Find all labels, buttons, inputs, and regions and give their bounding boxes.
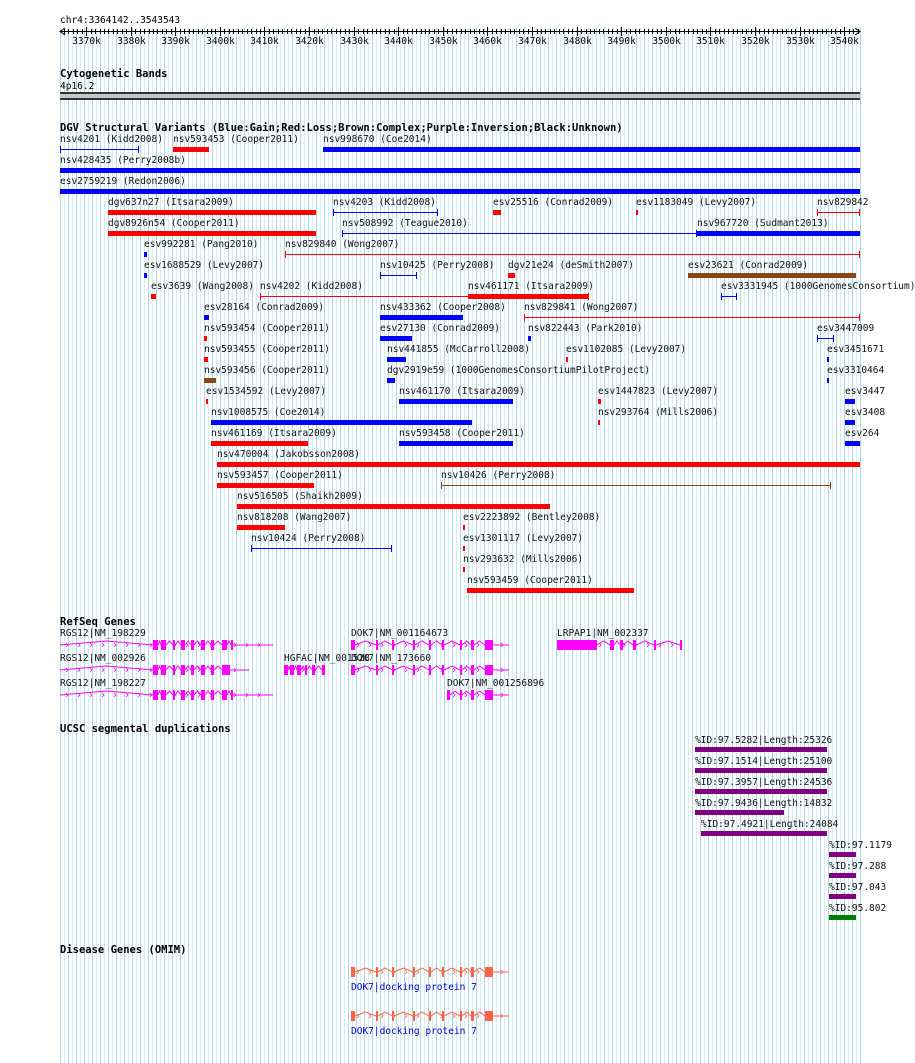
exon-block (633, 640, 636, 650)
strand-arrow-icon (599, 643, 601, 647)
dgv-variant-complex-bar[interactable] (441, 485, 831, 486)
dgv-variant-loss-bar[interactable] (817, 212, 860, 213)
intron-line (394, 666, 413, 670)
dgv-variant-loss-bar[interactable] (211, 441, 308, 446)
dgv-variant-gain-bar[interactable] (399, 441, 513, 446)
cytoband-label: 4p16.2 (60, 81, 95, 92)
dgv-variant-loss-bar[interactable] (566, 357, 568, 362)
refseq-gene-label[interactable]: RGS12|NM_198229 (60, 628, 146, 639)
segdup-label[interactable]: %ID:97.288 (829, 861, 887, 872)
segdup-bar[interactable] (829, 915, 856, 920)
refseq-gene-model[interactable] (0, 639, 890, 651)
dgv-variant-loss-bar[interactable] (237, 504, 550, 509)
dgv-variant-label[interactable]: nsv818208 (Wang2007) (237, 512, 352, 523)
dgv-variant-label[interactable]: esv1183049 (Levy2007) (636, 197, 757, 208)
dgv-variant-label[interactable]: esv1102085 (Levy2007) (566, 344, 687, 355)
dgv-variant-loss-bar[interactable] (636, 210, 638, 215)
intron-line (431, 666, 442, 670)
ruler-tick-label: 3490k (607, 36, 636, 47)
dgv-variant-loss-bar[interactable] (151, 294, 156, 299)
dgv-variant-loss-bar[interactable] (467, 588, 634, 593)
refseq-gene-label[interactable]: DOK7|NM_001256896 (447, 678, 545, 689)
strand-arrow-icon (477, 970, 479, 974)
dgv-variant-label[interactable]: esv25516 (Conrad2009) (493, 197, 614, 208)
dgv-variant-label[interactable]: dgv21e24 (deSmith2007) (508, 260, 634, 271)
dgv-variant-label[interactable]: nsv508992 (Teague2010) (342, 218, 468, 229)
ruler-tick-label: 3390k (161, 36, 190, 47)
dgv-variant-label[interactable]: nsv516505 (Shaikh2009) (237, 491, 363, 502)
dgv-variant-gain-bar[interactable] (845, 441, 860, 446)
dgv-variant-gain-bar[interactable] (144, 273, 147, 278)
dgv-variant-label[interactable]: dgv2919e59 (1000GenomesConsortiumPilotProject) (387, 365, 651, 376)
ruler-tick-label: 3410k (250, 36, 279, 47)
intron-line (474, 968, 485, 972)
ruler-tick-label: 3420k (295, 36, 324, 47)
exon-block (447, 690, 450, 700)
dgv-variant-label[interactable]: nsv10426 (Perry2008) (441, 470, 556, 481)
strand-arrow-icon (381, 970, 383, 974)
dgv-variant-label[interactable]: nsv829842 (817, 197, 869, 208)
exon-block (460, 690, 462, 700)
ruler-tick-label: 3500k (652, 36, 681, 47)
dgv-variant-label[interactable]: nsv10424 (Perry2008) (251, 533, 366, 544)
exon-block (620, 640, 623, 650)
intron-line (431, 968, 442, 972)
strand-arrow-icon (381, 1014, 383, 1018)
ruler-tick-label: 3450k (429, 36, 458, 47)
dgv-variant-label[interactable]: esv23621 (Conrad2009) (688, 260, 809, 271)
exon-block (471, 665, 474, 675)
dgv-variant-gain-bar[interactable] (333, 212, 438, 213)
ruler-tick-label: 3530k (786, 36, 815, 47)
dgv-variant-label[interactable]: esv264 (845, 428, 880, 439)
dgv-variant-loss-bar[interactable] (204, 357, 208, 362)
dgv-variant-label[interactable]: nsv593458 (Cooper2011) (399, 428, 525, 439)
intron-line (394, 968, 413, 972)
exon-block (485, 1011, 493, 1021)
dgv-variant-gain-bar[interactable] (697, 231, 860, 236)
dgv-variant-label[interactable]: nsv293764 (Mills2006) (598, 407, 719, 418)
dgv-variant-complex-bar[interactable] (688, 273, 856, 278)
strand-arrow-icon (453, 1014, 455, 1018)
dgv-variant-label[interactable]: nsv967720 (Sudmant2013) (697, 218, 829, 229)
segdup-label[interactable]: %ID:97.1514|Length:25100 (695, 756, 833, 767)
dgv-variant-gain-bar[interactable] (204, 315, 209, 320)
dgv-variant-gain-bar[interactable] (342, 233, 697, 234)
segdup-bar[interactable] (829, 852, 856, 857)
dgv-variant-label[interactable]: nsv998670 (Coe2014) (323, 134, 432, 145)
intron-line (450, 691, 460, 695)
refseq-gene-model[interactable] (0, 664, 890, 676)
dgv-variant-label[interactable]: nsv593457 (Cooper2011) (217, 470, 343, 481)
strand-arrow-icon (405, 668, 407, 672)
dgv-variant-gain-bar[interactable] (60, 149, 139, 150)
dgv-variant-loss-bar[interactable] (598, 420, 600, 425)
refseq-gene-label[interactable]: DOK7|NM_173660 (351, 653, 432, 664)
dgv-variant-label[interactable]: esv3447009 (817, 323, 875, 334)
segdup-label[interactable]: %ID:97.4921|Length:24084 (701, 819, 839, 830)
dgv-variant-label[interactable]: nsv461171 (Itsara2009) (468, 281, 594, 292)
dgv-variant-label[interactable]: nsv10425 (Perry2008) (380, 260, 495, 271)
exon-block (392, 665, 394, 675)
dgv-variant-label[interactable]: nsv1008575 (Coe2014) (211, 407, 326, 418)
strand-arrow-icon (671, 643, 673, 647)
exon-block (485, 690, 493, 700)
exon-block (413, 665, 415, 675)
strand-arrow-icon (477, 668, 479, 672)
segdup-label[interactable]: %ID:97.1179 (829, 840, 892, 851)
dgv-variant-gain-bar[interactable] (387, 378, 395, 383)
dgv-variant-label[interactable]: esv3447 (845, 386, 886, 397)
strand-arrow-icon (465, 693, 467, 697)
intron-line (394, 1012, 413, 1016)
dgv-variant-gain-bar[interactable] (60, 189, 860, 194)
exon-block (376, 1011, 378, 1021)
dgv-variant-gain-bar[interactable] (211, 420, 472, 425)
dgv-variant-label[interactable]: nsv470004 (Jakobsson2008) (217, 449, 360, 460)
exon-block (471, 690, 474, 700)
dgv-variant-label[interactable]: nsv428435 (Perry2008b) (60, 155, 186, 166)
dgv-variant-gain-bar[interactable] (144, 252, 147, 257)
exon-block (413, 1011, 415, 1021)
dgv-variant-loss-bar[interactable] (508, 273, 515, 278)
strand-arrow-icon (417, 668, 419, 672)
dgv-variant-gain-bar[interactable] (60, 168, 860, 173)
strand-arrow-icon (477, 693, 479, 697)
segdup-label[interactable]: %ID:97.3957|Length:24536 (695, 777, 833, 788)
segdup-bar[interactable] (695, 810, 784, 815)
segdup-label[interactable]: %ID:97.5282|Length:25326 (695, 735, 833, 746)
dgv-variant-loss-bar[interactable] (493, 210, 501, 215)
dgv-variant-label[interactable]: esv2759219 (Redon2006) (60, 176, 186, 187)
exon-block (351, 967, 355, 977)
strand-arrow-icon (369, 668, 371, 672)
dgv-variant-label[interactable]: dgv637n27 (Itsara2009) (108, 197, 234, 208)
strand-arrow-icon (369, 1014, 371, 1018)
segdup-label[interactable]: %ID:97.043 (829, 882, 887, 893)
strand-arrow-icon (465, 1014, 467, 1018)
dgv-variant-label[interactable]: nsv593459 (Cooper2011) (467, 575, 593, 586)
dgv-variant-label[interactable]: nsv4202 (Kidd2008) (260, 281, 363, 292)
refseq-gene-label[interactable]: RGS12|NM_002926 (60, 653, 146, 664)
dgv-variant-label[interactable]: nsv433362 (Cooper2008) (380, 302, 506, 313)
dgv-variant-label[interactable]: nsv461170 (Itsara2009) (399, 386, 525, 397)
dgv-variant-gain-bar[interactable] (380, 275, 417, 276)
strand-arrow-icon (369, 970, 371, 974)
dgv-variant-label[interactable]: nsv293632 (Mills2006) (463, 554, 584, 565)
dgv-variant-gain-bar[interactable] (380, 336, 412, 341)
intron-line (378, 666, 392, 670)
dgv-variant-loss-bar[interactable] (206, 399, 208, 404)
dgv-variant-label[interactable]: nsv4203 (Kidd2008) (333, 197, 436, 208)
dgv-variant-label[interactable]: nsv441855 (McCarroll2008) (387, 344, 530, 355)
dgv-variant-loss-bar[interactable] (524, 317, 860, 318)
cytoband-bar[interactable] (60, 92, 860, 100)
strand-arrow-icon (405, 970, 407, 974)
refseq-track-title[interactable]: RefSeq Genes (60, 616, 136, 628)
ruler-tick-label: 3540k (830, 36, 859, 47)
ruler-tick-label: 3430k (340, 36, 369, 47)
dgv-variant-loss-bar[interactable] (108, 231, 316, 236)
strand-arrow-icon (453, 970, 455, 974)
intron-line (597, 641, 610, 645)
dgv-variant-gain-bar[interactable] (323, 147, 860, 152)
dgv-variant-loss-bar[interactable] (598, 399, 601, 404)
dgv-variant-loss-bar[interactable] (463, 525, 465, 530)
dgv-variant-label[interactable]: esv3310464 (827, 365, 885, 376)
dgv-variant-label[interactable]: esv1688529 (Levy2007) (144, 260, 265, 271)
intron-line (444, 1012, 460, 1016)
dgv-variant-loss-bar[interactable] (204, 336, 207, 341)
refseq-gene-label[interactable]: RGS12|NM_198227 (60, 678, 146, 689)
dgv-variant-gain-bar[interactable] (827, 378, 829, 383)
strand-arrow-icon (417, 1014, 419, 1018)
intron-line (444, 968, 460, 972)
segdup-label[interactable]: %ID:95.802 (829, 903, 887, 914)
ruler-tick-label: 3510k (696, 36, 725, 47)
dgv-variant-gain-bar[interactable] (399, 399, 513, 404)
ruler-tick-label: 3370k (72, 36, 101, 47)
ruler-tick-label: 3460k (473, 36, 502, 47)
strand-arrow-icon (465, 668, 467, 672)
exon-block (351, 665, 355, 675)
dgv-variant-label[interactable]: esv1447823 (Levy2007) (598, 386, 719, 397)
ruler-position-label: chr4:3364142..3543543 (60, 15, 181, 26)
dgv-variant-label[interactable]: nsv822443 (Park2010) (528, 323, 643, 334)
refseq-gene-model[interactable] (0, 689, 890, 701)
segdup-label[interactable]: %ID:97.9436|Length:14832 (695, 798, 833, 809)
dgv-variant-label[interactable]: nsv829841 (Wong2007) (524, 302, 639, 313)
strand-arrow-icon (417, 970, 419, 974)
refseq-gene-label[interactable]: LRPAP1|NM_002337 (557, 628, 649, 639)
dgv-variant-loss-bar[interactable] (108, 210, 316, 215)
omim-track-title[interactable]: Disease Genes (OMIM) (60, 944, 187, 956)
exon-block (654, 640, 656, 650)
dgv-variant-loss-bar[interactable] (285, 254, 860, 255)
segdup-bar[interactable] (695, 747, 827, 752)
dgv-variant-label[interactable]: nsv4201 (Kidd2008) (60, 134, 163, 145)
dgv-variant-complex-bar[interactable] (204, 378, 216, 383)
omim-gene-label[interactable]: DOK7|docking protein 7 (351, 1026, 477, 1037)
intron-line (378, 968, 392, 972)
dgv-variant-gain-bar[interactable] (387, 357, 406, 362)
dgv-variant-gain-bar[interactable] (721, 296, 737, 297)
dgv-variant-label[interactable]: nsv593456 (Cooper2011) (204, 365, 330, 376)
dgv-variant-label[interactable]: esv3451671 (827, 344, 885, 355)
ruler-tick-label: 3470k (518, 36, 547, 47)
segdup-bar[interactable] (829, 873, 856, 878)
dgv-variant-gain-bar[interactable] (380, 315, 463, 320)
exon-block (460, 1011, 462, 1021)
dgv-variant-loss-bar[interactable] (468, 294, 589, 299)
dgv-variant-loss-bar[interactable] (217, 483, 314, 488)
dgv-variant-label[interactable]: esv28164 (Conrad2009) (204, 302, 325, 313)
intron-line (474, 691, 485, 695)
exon-block (680, 640, 682, 650)
exon-block (460, 967, 462, 977)
exon-block (413, 967, 415, 977)
dgv-variant-loss-bar[interactable] (217, 462, 860, 467)
dgv-variant-label[interactable]: esv3408 (845, 407, 886, 418)
dgv-variant-label[interactable]: nsv593453 (Cooper2011) (173, 134, 299, 145)
dgv-variant-label[interactable]: nsv461169 (Itsara2009) (211, 428, 337, 439)
exon-block (485, 967, 493, 977)
dgv-variant-label[interactable]: esv1301117 (Levy2007) (463, 533, 584, 544)
segdup-track-title[interactable]: UCSC segmental duplications (60, 723, 231, 735)
segdup-bar[interactable] (695, 768, 827, 773)
exon-block (392, 967, 394, 977)
dgv-variant-label[interactable]: esv3331945 (1000GenomesConsortium) (721, 281, 915, 292)
dgv-variant-label[interactable]: esv27130 (Conrad2009) (380, 323, 501, 334)
ruler-tick-label: 3480k (563, 36, 592, 47)
ruler-tick-label: 3380k (117, 36, 146, 47)
strand-arrow-icon (453, 668, 455, 672)
dgv-variant-gain-bar[interactable] (251, 548, 392, 549)
dgv-variant-label[interactable]: nsv829840 (Wong2007) (285, 239, 400, 250)
segdup-bar[interactable] (829, 894, 856, 899)
intron-line (636, 641, 654, 645)
intron-line (474, 666, 485, 670)
segdup-bar[interactable] (695, 789, 827, 794)
ruler-tick-label: 3520k (741, 36, 770, 47)
exon-block (392, 1011, 394, 1021)
dgv-track-title[interactable]: DGV Structural Variants (Blue:Gain;Red:Loss;Brown:Complex;Purple:Inversion;Black:Unknown) (60, 122, 623, 134)
dgv-variant-gain-bar[interactable] (827, 357, 829, 362)
dgv-variant-label[interactable]: esv992281 (Pang2010) (144, 239, 259, 250)
ruler-tick-label: 3400k (206, 36, 235, 47)
intron-line (656, 641, 680, 645)
intron-line (431, 1012, 442, 1016)
exon-block (460, 665, 462, 675)
refseq-gene-label[interactable]: DOK7|NM_001164673 (351, 628, 449, 639)
omim-gene-model[interactable] (0, 966, 890, 978)
ruler-tick-label: 3440k (384, 36, 413, 47)
intron-line (378, 1012, 392, 1016)
strand-arrow-icon (465, 970, 467, 974)
segdup-bar[interactable] (701, 831, 827, 836)
intron-line (444, 666, 460, 670)
exon-block (471, 1011, 474, 1021)
strand-arrow-icon (381, 668, 383, 672)
dgv-variant-label[interactable]: nsv593454 (Cooper2011) (204, 323, 330, 334)
dgv-variant-loss-bar[interactable] (463, 567, 465, 572)
exon-block (485, 665, 493, 675)
dgv-variant-label[interactable]: esv3639 (Wang2008) (151, 281, 254, 292)
cytoband-track-title[interactable]: Cytogenetic Bands (60, 68, 168, 80)
dgv-variant-gain-bar[interactable] (528, 336, 531, 341)
exon-block (471, 967, 474, 977)
exon-block (376, 665, 378, 675)
dgv-variant-label[interactable]: nsv593455 (Cooper2011) (204, 344, 330, 355)
dgv-variant-gain-bar[interactable] (817, 338, 834, 339)
ruler[interactable] (0, 0, 890, 55)
dgv-variant-gain-bar[interactable] (845, 399, 855, 404)
exon-block (351, 1011, 355, 1021)
dgv-variant-loss-bar[interactable] (237, 525, 285, 530)
omim-gene-label[interactable]: DOK7|docking protein 7 (351, 982, 477, 993)
strand-arrow-icon (647, 643, 649, 647)
dgv-variant-label[interactable]: esv2223892 (Bentley2008) (463, 512, 601, 523)
dgv-variant-label[interactable]: dgv8926n54 (Cooper2011) (108, 218, 240, 229)
dgv-variant-label[interactable]: esv1534592 (Levy2007) (206, 386, 327, 397)
intron-line (614, 641, 620, 645)
dgv-variant-gain-bar[interactable] (845, 420, 855, 425)
dgv-variant-loss-bar[interactable] (463, 546, 465, 551)
strand-arrow-icon (477, 1014, 479, 1018)
dgv-variant-loss-bar[interactable] (173, 147, 209, 152)
strand-arrow-icon (405, 1014, 407, 1018)
exon-block (376, 967, 378, 977)
intron-line (474, 1012, 485, 1016)
omim-gene-model[interactable] (0, 1010, 890, 1022)
refseq-gene-label[interactable]: HGFAC|NM_001528 (284, 653, 370, 664)
strand-arrow-icon (453, 693, 455, 697)
